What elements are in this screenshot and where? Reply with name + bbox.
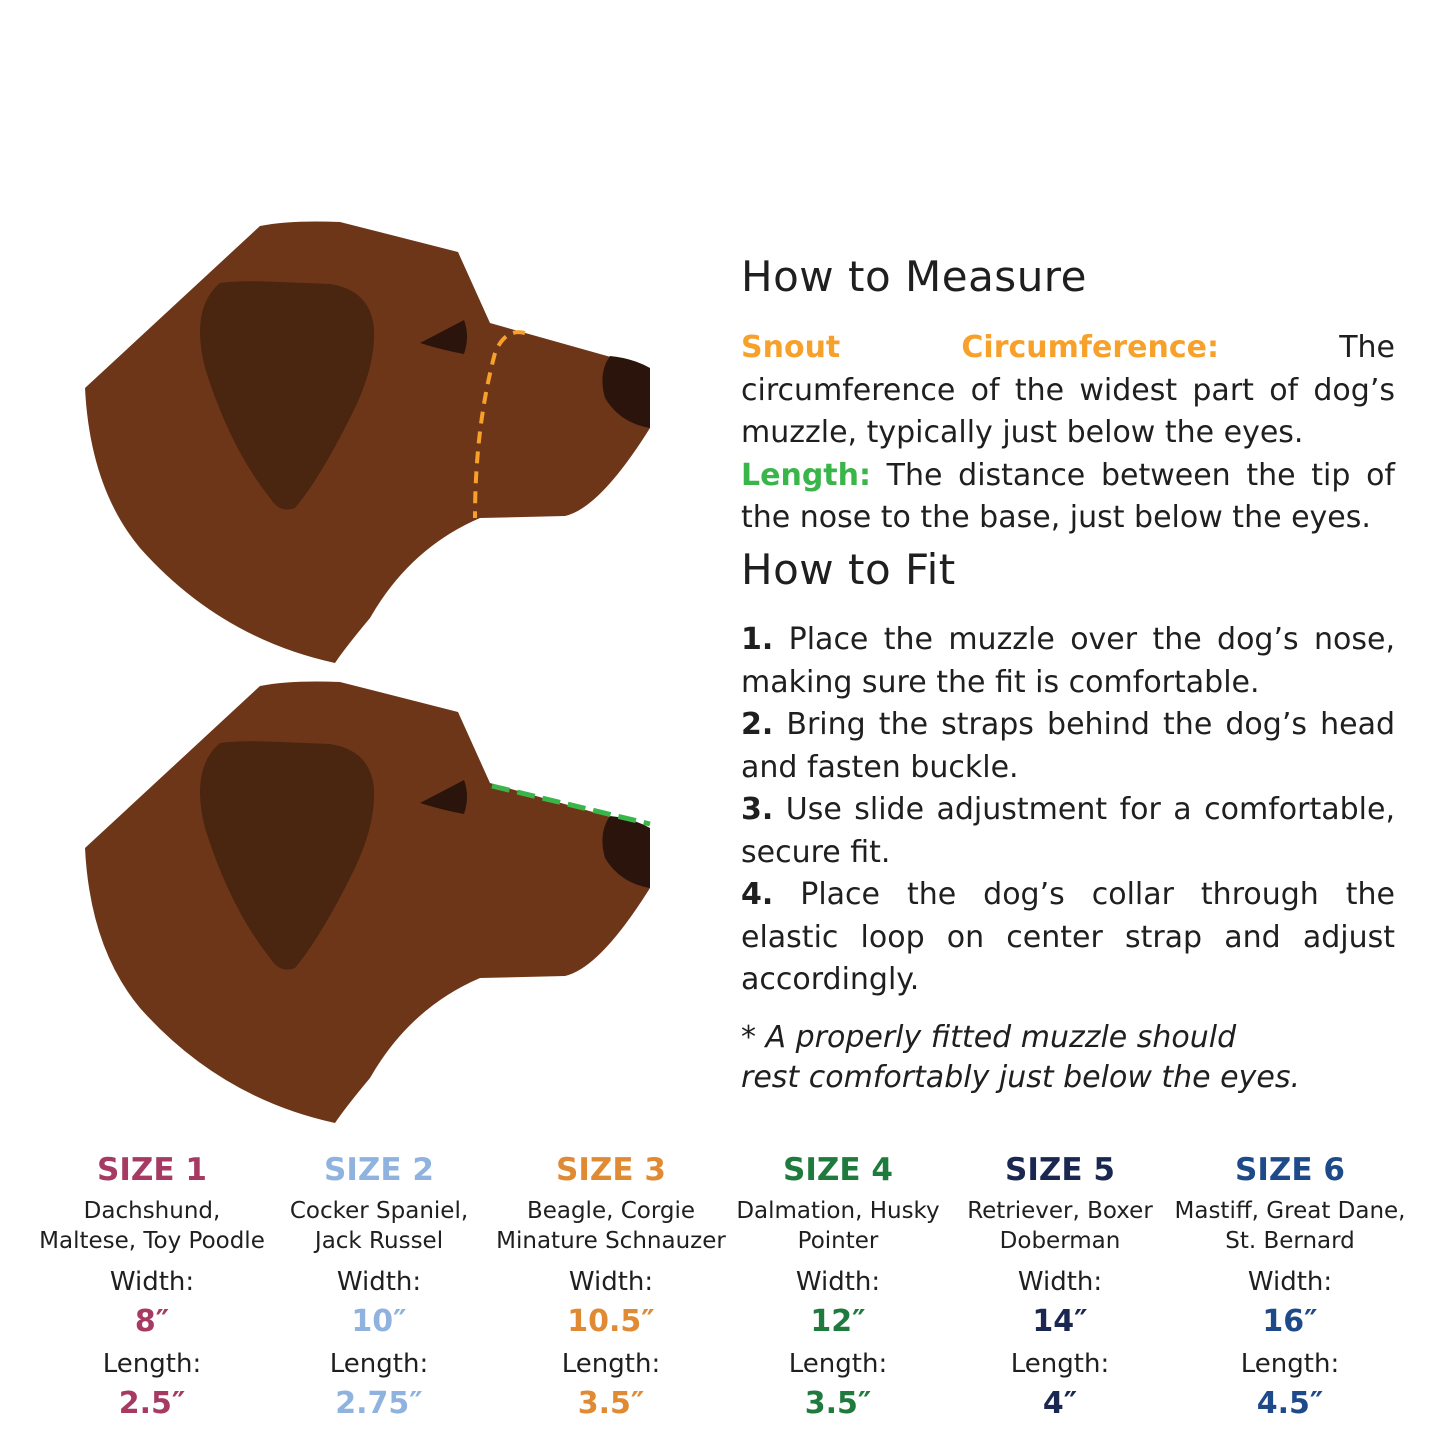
width-label: Width:: [795, 1267, 881, 1297]
step-text: Bring the straps behind the dog’s head and fasten buckle.: [741, 707, 1395, 785]
breeds-line: St. Bernard: [1225, 1228, 1355, 1254]
breeds-line: Cocker Spaniel,: [289, 1198, 469, 1224]
length-term: Length:: [741, 457, 871, 493]
size-column: [32, 1150, 272, 1424]
width-value: 8″: [134, 1304, 170, 1339]
fit-step: [741, 874, 1395, 1002]
dog-head-shape: [85, 682, 650, 1124]
size-breeds: [32, 1196, 272, 1256]
size-column: [718, 1150, 958, 1424]
breeds-line: Jack Russel: [314, 1228, 444, 1254]
breeds-line: Beagle, Corgie: [526, 1198, 696, 1224]
length-label: Length:: [788, 1349, 888, 1379]
step-number: 3.: [741, 792, 774, 827]
fit-note-line: * A properly fitted muzzle should: [741, 1020, 1237, 1055]
length-value: 4″: [1042, 1386, 1078, 1421]
breeds-line: Maltese, Toy Poodle: [39, 1228, 265, 1254]
fit-step: [741, 704, 1395, 789]
size-breeds: [1170, 1196, 1410, 1256]
width-label: Width:: [109, 1267, 195, 1297]
dog-head-length-illustration: [80, 678, 660, 1128]
snout-circumference-description: The circumference of the widest part of dog’s muzzle, typically just below the eyes.: [741, 330, 1395, 450]
fit-steps: [741, 619, 1395, 1002]
size-title: SIZE 1: [97, 1152, 207, 1188]
width-value: 12″: [810, 1304, 866, 1339]
how-to-measure-heading: How to Measure: [741, 252, 1087, 301]
size-breeds: [940, 1196, 1180, 1256]
length-value: 3.5″: [804, 1386, 872, 1421]
size-breeds: [259, 1196, 499, 1256]
length-value: 2.75″: [335, 1386, 423, 1421]
breeds-line: Doberman: [999, 1228, 1121, 1254]
length-value: 3.5″: [577, 1386, 645, 1421]
width-value: 14″: [1032, 1304, 1088, 1339]
fit-note-line: rest comfortably just below the eyes.: [741, 1060, 1300, 1095]
size-column: [1170, 1150, 1410, 1424]
size-column: [259, 1150, 499, 1424]
width-value: 10.5″: [567, 1304, 655, 1339]
fit-step: [741, 619, 1395, 704]
fit-step: [741, 789, 1395, 874]
length-label: Length:: [1240, 1349, 1340, 1379]
fit-note: [741, 1018, 1395, 1098]
length-label: Length:: [561, 1349, 661, 1379]
width-label: Width:: [1017, 1267, 1103, 1297]
dog-head-shape: [85, 222, 650, 664]
length-label: Length:: [329, 1349, 429, 1379]
width-value: 10″: [351, 1304, 407, 1339]
how-to-fit-heading: How to Fit: [741, 545, 956, 594]
width-label: Width:: [1247, 1267, 1333, 1297]
length-label: Length:: [102, 1349, 202, 1379]
measure-instructions: [741, 327, 1395, 540]
step-text: Place the muzzle over the dog’s nose, making sure the fit is comfortable.: [741, 622, 1395, 700]
length-description: The distance between the tip of the nose to the base, just below the eyes.: [741, 457, 1395, 535]
step-number: 4.: [741, 877, 774, 912]
size-title: SIZE 5: [1005, 1152, 1115, 1188]
breeds-line: Mastiff, Great Dane,: [1174, 1198, 1406, 1224]
size-title: SIZE 3: [556, 1152, 666, 1188]
breeds-line: Minature Schnauzer: [496, 1228, 726, 1254]
step-text: Place the dog’s collar through the elastic loop on center strap and adjust accordingly.: [741, 877, 1395, 997]
size-title: SIZE 2: [324, 1152, 434, 1188]
size-breeds: [718, 1196, 958, 1256]
width-label: Width:: [568, 1267, 654, 1297]
size-column: [940, 1150, 1180, 1424]
breeds-line: Pointer: [797, 1228, 879, 1254]
size-column: [491, 1150, 731, 1424]
breeds-line: Dachshund,: [83, 1198, 221, 1224]
breeds-line: Retriever, Boxer: [967, 1198, 1153, 1224]
length-label: Length:: [1010, 1349, 1110, 1379]
length-value: 4.5″: [1256, 1386, 1324, 1421]
dog-head-circumference-illustration: [80, 218, 660, 668]
width-value: 16″: [1262, 1304, 1318, 1339]
breeds-line: Dalmation, Husky: [736, 1198, 940, 1224]
step-number: 1.: [741, 622, 774, 657]
width-label: Width:: [336, 1267, 422, 1297]
size-breeds: [491, 1196, 731, 1256]
length-value: 2.5″: [118, 1386, 186, 1421]
step-number: 2.: [741, 707, 774, 742]
size-title: SIZE 6: [1235, 1152, 1345, 1188]
step-text: Use slide adjustment for a comfortable, secure fit.: [741, 792, 1395, 870]
size-title: SIZE 4: [783, 1152, 893, 1188]
snout-circumference-term: Snout Circumference:: [741, 330, 1219, 365]
